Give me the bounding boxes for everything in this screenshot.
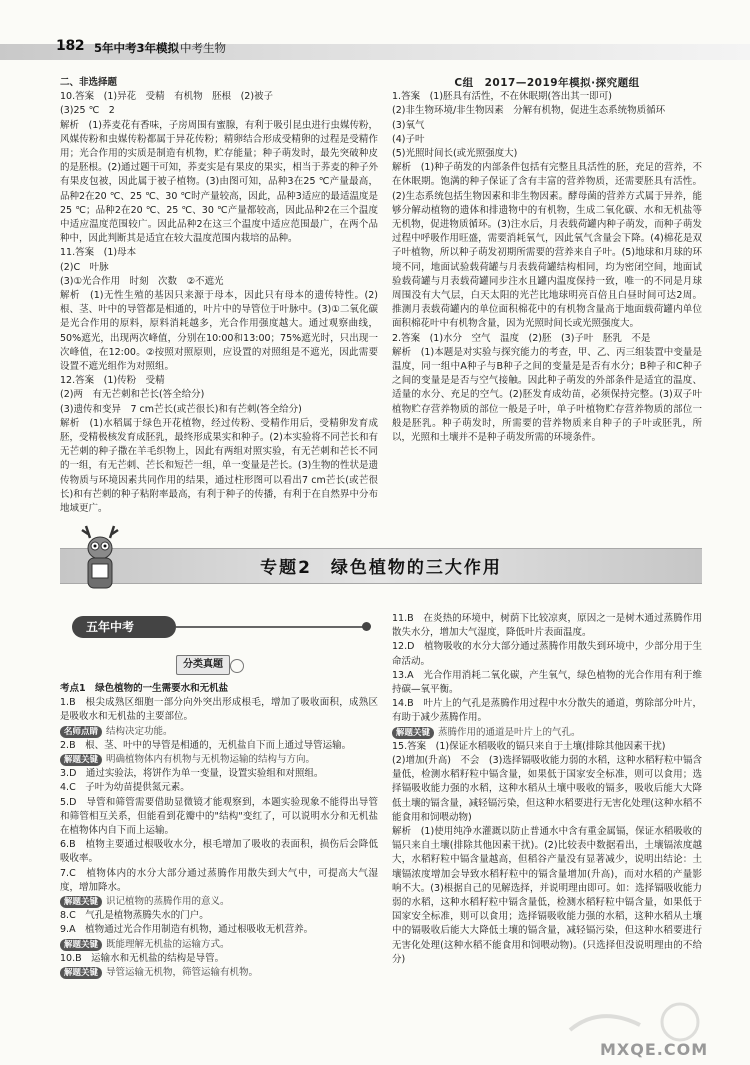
tip-line xyxy=(60,753,378,767)
answer-paragraph: (3)氧气 xyxy=(392,119,425,131)
tip-text: 蒸腾作用的通道是叶片上的气孔。 xyxy=(438,726,581,738)
right-column-bottom xyxy=(392,612,702,967)
answer-paragraph: 12.答案 (1)传粉 受精 xyxy=(60,375,165,387)
answer-paragraph: 2.答案 (1)水分 空气 温度 (2)胚 (3)子叶 胚乳 不是 xyxy=(392,332,651,344)
section-divider xyxy=(176,626,366,628)
tip-tag: 解题关键 xyxy=(60,967,102,979)
answer-paragraph: (2)增加(升高) 不会 (3)选择镉吸收能力弱的水稻，这种水稻籽粒中镉含量低，检测水稻籽粒中镉含量，如果低于国家安全标准，则可以食用；选择镉吸收能力强的水稻，这种水稻从土壤中吸收的镉多，吸收后能大大降低土壤的镉含量，减轻镉污染，但这种水稻要进行无害化处理(这种水稻不能食用和饲喂动物) xyxy=(392,755,702,823)
tip-tag: 解题关键 xyxy=(392,727,434,739)
left-column-top xyxy=(60,76,378,516)
answer-paragraph: 5.D 导管和筛管需要借助显微镜才能观察到，本题实验现象不能得出导管和筛管相互关系，但能看到花瓣中的"结构"变红了，可以说明水分和无机盐在植物体内自下而上运输。 xyxy=(60,796,378,837)
section-heading: 二、非选择题 xyxy=(60,77,118,88)
section-label: 五年中考 xyxy=(86,620,135,634)
book-brand: 5年中考3年模拟 xyxy=(94,41,180,55)
answer-paragraph: 12.D 植物吸收的水分大部分通过蒸腾作用散失到环境中，少部分用于生命活动。 xyxy=(392,641,702,667)
watermark-text: MXQE.COM xyxy=(600,1040,709,1059)
tip-text: 既能理解无机盐的运输方式。 xyxy=(106,938,230,950)
answer-paragraph: 4.C 子叶为幼苗提供氮元素。 xyxy=(60,782,190,794)
tip-tag: 解题关键 xyxy=(60,896,102,908)
answer-paragraph: 11.B 在炎热的环境中，树荫下比较凉爽，原因之一是树木通过蒸腾作用散失水分，增加大气湿度，降低叶片表面温度。 xyxy=(392,613,702,639)
answer-paragraph: (5)光照时间长(或光照强度大) xyxy=(392,148,518,160)
subsection-icon xyxy=(230,659,244,673)
page-number: 182 xyxy=(56,38,85,54)
answer-paragraph: 11.答案 (1)母本 xyxy=(60,247,137,259)
subsection-label: 分类真题 xyxy=(176,655,230,675)
answer-paragraph: (2)C 叶脉 xyxy=(60,261,109,273)
tip-tag: 解题关键 xyxy=(60,939,102,951)
answer-paragraph: (2)非生物环境/非生物因素 分解有机物，促进生态系统物质循环 xyxy=(392,105,666,117)
answer-paragraph: 解析 (1)种子萌发的内部条件包括有完整且具活性的胚，充足的营养，不在休眠期。饱满的种子保证了含有丰富的营养物质，还需要胚具有活性。(2)生态系统包括生物因素和非生物因素。酵母菌的营养方式属于异养，能够分解动植物的遗体和排遗物中的有机物，生成二氧化碳、水和无机盐等无机物，促进物质循环。(3)注水后，月表载荷罐内种子萌发，而种子萌发过程中呼吸作用旺盛，需要消耗氧气，因此氧气含量会下降。(4)棉花是双子叶植物，所以种子萌发初期所需要的营养来自子叶。(5)地球和月球的环境不同，地面试验载荷罐与月表载荷罐结构相同，均为密闭空间，地面试验载荷罐与月表载荷罐同步注水且罐内温度保持一致，唯一的不同是月球周围没有大气层，白天太阳的光芒比地球明亮百倍且白昼时间可达2周。推测月表载荷罐内的单位面积棉花中的有机物含量高于地面载荷罐内单位面积棉花叶中有机物含量，因为光照时间长或光照强度大。 xyxy=(392,162,702,330)
tip-line xyxy=(60,966,378,980)
answer-paragraph: 10.B 运输水和无机盐的结构是导管。 xyxy=(60,952,225,964)
book-subject: 中考生物 xyxy=(180,41,226,55)
answer-paragraph: (3)①光合作用 时刻 次数 ②不遮光 xyxy=(60,275,224,287)
answer-paragraph: 解析 (1)使用纯净水灌溉以防止普通水中含有重金属镉，保证水稻吸收的镉只来自土壤(排除其他因素干扰)。(2)比较表中数据看出，土壤镉浓度越大，水稻籽粒中镉含量越高，但稻谷产量没有显著减少，说明出结论：土壤镉浓度增加会导致水稻籽粒中的镉含量增加(升高)，而对水稻的产量影响不大。(3)根据自己的见解选择，并说明理由即可。如：选择镉吸收能力弱的水稻，这种水稻籽粒中镉含量低，检测水稻籽粒中镉含量，如果低于国家安全标准，则可以食用；选择镉吸收能力强的水稻，这种水稻从土壤中的镉吸收后能大大降低土壤的镉含量，减轻镉污染，但这种水稻要进行无害化处理(这种水稻不能食用和饲喂动物)。(只选择但没说明理由的不给分) xyxy=(392,826,702,965)
answer-paragraph: 15.答案 (1)保证水稻吸收的镉只来自于土壤(排除其他因素干扰) xyxy=(392,740,666,752)
answer-paragraph: (2)两 有无芒刺和芒长(答全给分) xyxy=(60,389,205,401)
answer-paragraph: 1.B 根尖成熟区细胞一部分向外突出形成根毛，增加了吸收面积，成熟区是吸收水和无机盐的主要部位。 xyxy=(60,697,378,723)
answer-paragraph: 3.D 通过实验法，将饼作为单一变量，设置实验组和对照组。 xyxy=(60,768,324,780)
answer-paragraph: 13.A 光合作用消耗二氧化碳，产生氧气，绿色植物的光合作用有利于维持碳—氧平衡。 xyxy=(392,669,702,696)
answer-paragraph: 7.C 植物体内的水分大部分通过蒸腾作用散失到大气中，可提高大气湿度，增加降水。 xyxy=(60,867,378,893)
answer-paragraph: 1.答案 (1)胚具有活性，不在休眠期(答出其一即可) xyxy=(392,91,612,103)
tip-tag: 解题关键 xyxy=(60,754,102,766)
answer-paragraph: 解析 (1)无性生殖的基因只来源于母本，因此只有母本的遗传特性。(2)根、茎、叶中的导管都是相通的，叶片中的导管位于叶脉中。(3)①二氧化碳是光合作用的原料，原料消耗越多，光合作用强度越大。通过观察曲线，50%遮光，出现两次峰值，分别在10:00和13:00；75%遮光时，只出现一次峰值，在12:00。②按照对照原则，应设置的对照组是不遮光，因此需要设置不遮光组作为对照组。 xyxy=(60,290,378,373)
tip-tag: 名师点睛 xyxy=(60,726,102,738)
tip-line xyxy=(60,938,378,952)
topic-title: 专题2 绿色植物的三大作用 xyxy=(260,558,502,578)
answer-paragraph: 2.B 根、茎、叶中的导管是相通的，无机盐自下而上通过导管运输。 xyxy=(60,739,352,751)
tip-text: 明确植物体内有机物与无机物运输的结构与方向。 xyxy=(106,754,316,766)
answer-paragraph: (3)25 ℃ 2 xyxy=(60,105,115,117)
tip-text: 识记植物的蒸腾作用的意义。 xyxy=(106,896,230,908)
answer-paragraph: 解析 (1)水稻属于绿色开花植物，经过传粉、受精作用后，受精卵发育成胚，受精极核发育成胚乳，最终形成果实和种子。(2)本实验将不同芒长和有无芒刺的种子撒在羊毛织物上，因此有两组对照实验，有无芒刺和芒长不同的一组，有无芒刺、芒长和短芒一组，单一变量是芒长。(3)生物的性状是遗传物质与环境因素共同作用的结果，通过柱形图可以看出7 cm芒长(或芒很长)和有芒刺的种子粘附率最高，有利于种子的传播，有利于在自然界中分布地域更广。 xyxy=(60,417,378,515)
section-heading: 考点1 绿色植物的一生需要水和无机盐 xyxy=(60,683,229,694)
answer-paragraph: 解析 (1)荞麦花有香味，子房周围有蜜腺，有利于吸引昆虫进行虫媒传粉，风媒传粉和虫媒传粉都属于异花传粉；精卵结合形成受精卵的过程是受精作用；光合作用的实质是制造有机物，贮存能量；种子萌发时，最先突破种皮的是胚根。(2)通过题干可知，荞麦实是有果皮的果实，相当于荞麦的种子外有果皮包被，因此属于被子植物。(3)由图可知，品种3在25 ℃产量最高，品种2在20 ℃、25 ℃、30 ℃时产量较高，因此，品种3适应的最适温度是25 ℃；品种2在20 ℃、25 ℃、30 ℃产量都较高，因此品种2在三个温度中适应温度范围较广。因此品种2在这三个温度中适应范围最广，在两个品种中，因此判断其是适宜在较大温度范围内栽培的品种。 xyxy=(60,119,378,245)
left-column-bottom xyxy=(60,682,378,980)
group-heading: C组 2017—2019年模拟·探究题组 xyxy=(454,77,640,89)
tip-text: 结构决定功能。 xyxy=(106,725,173,737)
tip-line xyxy=(60,895,378,909)
section-dot-icon xyxy=(362,622,371,631)
answer-paragraph: 8.C 气孔是植物蒸腾失水的门户。 xyxy=(60,910,209,922)
answer-paragraph: 14.B 叶片上的气孔是蒸腾作用过程中水分散失的通道，剪除部分叶片，有助于减少蒸腾作用。 xyxy=(392,698,702,724)
right-column-top xyxy=(392,76,702,445)
answer-paragraph: (4)子叶 xyxy=(392,133,425,145)
answer-paragraph: (3)遗传和变异 7 cm芒长(或芒很长)和有芒刺(答全给分) xyxy=(60,403,302,415)
tip-line xyxy=(60,725,378,739)
tip-line xyxy=(392,726,702,740)
answer-paragraph: 9.A 植物通过光合作用制造有机物，通过根吸收无机营养。 xyxy=(60,924,314,936)
tip-text: 导管运输无机物，筛管运输有机物。 xyxy=(106,967,259,979)
answer-paragraph: 解析 (1)本题是对实验与探究能力的考查，甲、乙、丙三组装置中变量是温度，同一组中A种子与B种子之间的变量是是否有水分；B种子和C种子之间的变量是是否与空气接触。因此种子萌发的外部条件是适宜的温度、适量的水分、充足的空气。(2)胚发育成幼苗，必须保持完整。(3)双子叶植物贮存营养物质的部位一般是子叶，单子叶植物贮存营养物质的部位一般是胚乳。种子萌发时，所需要的营养物质来自种子的子叶或胚乳，所以，光照和土壤并不是种子萌发所需的环境条件。 xyxy=(392,346,702,444)
answer-paragraph: 6.B 植物主要通过根吸收水分，根毛增加了吸收的表面积，损伤后会降低吸收率。 xyxy=(60,839,378,865)
answer-paragraph: 10.答案 (1)异花 受精 有机物 胚根 (2)被子 xyxy=(60,91,274,103)
